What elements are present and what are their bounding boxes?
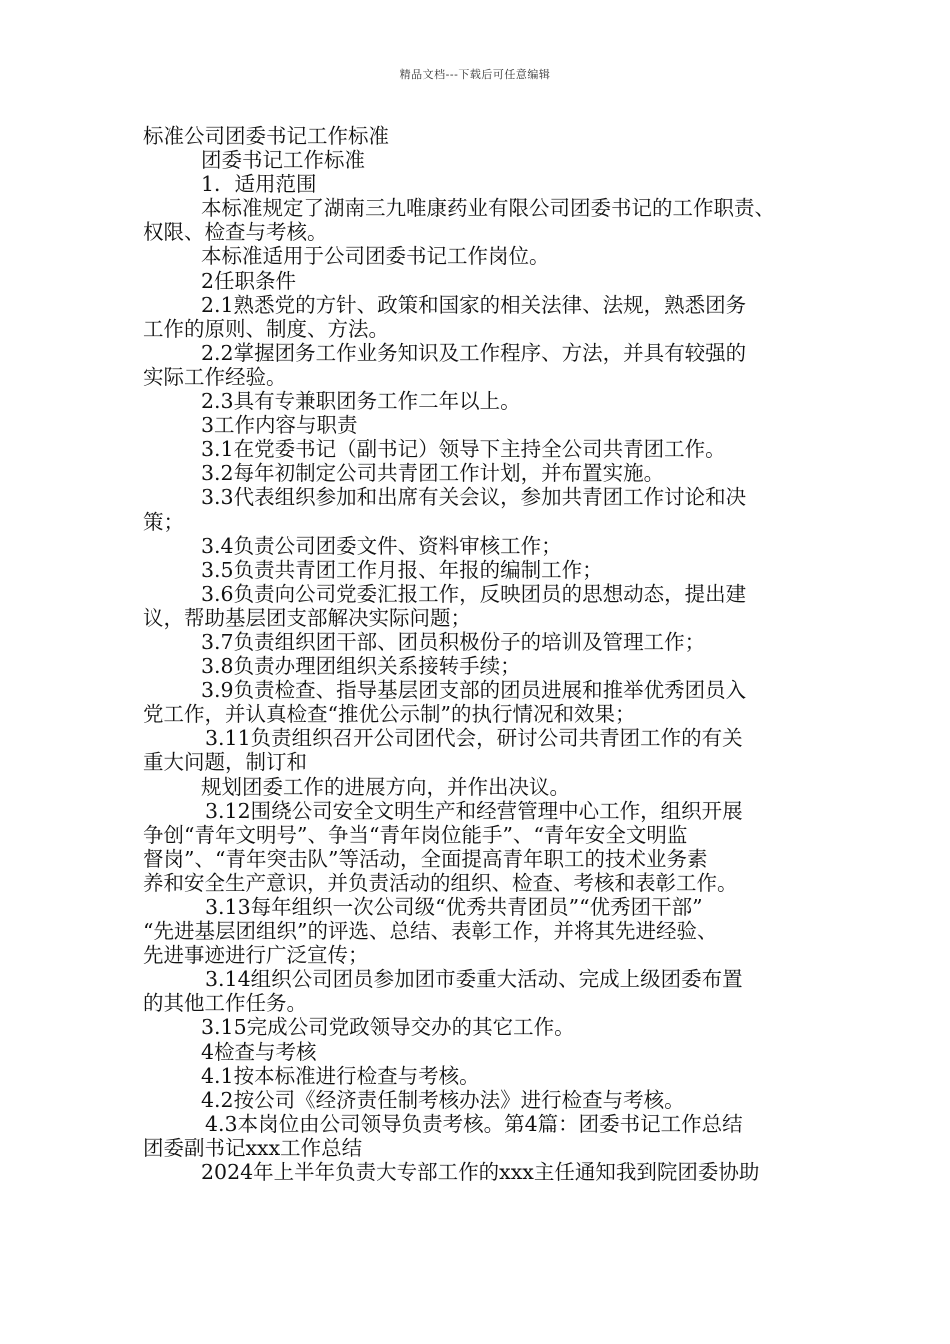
text-line: 养和安全生产意识，并负责活动的组织、检查、考核和表彰工作。 [143, 870, 738, 895]
text-line: 4检查与考核 [201, 1039, 317, 1064]
text-line: 的其他工作任务。 [143, 991, 307, 1016]
text-line: “先进基层团组织”的评选、总结、表彰工作，并将其先进经验、 [143, 919, 718, 944]
text-line: 议，帮助基层团支部解决实际问题； [143, 605, 471, 630]
text-line: 3.4负责公司团委文件、资料审核工作； [201, 533, 562, 558]
text-line: 2.1熟悉党的方针、政策和国家的相关法律、法规，熟悉团务 [201, 292, 747, 317]
text-line: 3工作内容与职责 [201, 413, 358, 438]
text-line: 重大问题，制订和 [143, 750, 307, 775]
text-line: 3.2每年初制定公司共青团工作计划，并布置实施。 [201, 461, 665, 486]
text-line: 3.9负责检查、指导基层团支部的团员进展和推举优秀团员入 [201, 678, 747, 703]
text-line: 3.11负责组织召开公司团代会，研讨公司共青团工作的有关 [205, 726, 743, 751]
text-line: 党工作，并认真检查“推优公示制”的执行情况和效果； [143, 702, 636, 727]
text-line: 实际工作经验。 [143, 364, 287, 389]
text-line: 权限、检查与考核。 [143, 220, 328, 245]
text-line: 4.2按公司《经济责任制考核办法》进行检查与考核。 [201, 1087, 685, 1112]
text-line: 3.14组织公司团员参加团市委重大活动、完成上级团委布置 [205, 967, 743, 992]
text-line: 先进事迹进行广泛宣传； [143, 943, 369, 968]
text-line: 3.15完成公司党政领导交办的其它工作。 [201, 1015, 575, 1040]
text-line: 3.6负责向公司党委汇报工作，反映团员的思想动态，提出建 [201, 581, 747, 606]
text-line: 标准公司团委书记工作标准 [143, 124, 389, 148]
text-line: 3.7负责组织团干部、团员积极份子的培训及管理工作； [201, 629, 706, 654]
text-line: 3.8负责办理团组织关系接转手续； [201, 654, 521, 679]
text-line: 2024年上半年负责大专部工作的xxx主任通知我到院团委协助 [201, 1160, 760, 1185]
text-line: 团委副书记xxx工作总结 [143, 1135, 363, 1160]
text-line: 争创“青年文明号”、争当“青年岗位能手”、“青年安全文明监 [143, 822, 688, 847]
text-line: 2.2掌握团务工作业务知识及工作程序、方法，并具有较强的 [201, 340, 747, 365]
text-line: 2.3具有专兼职团务工作二年以上。 [201, 389, 521, 414]
text-line: 规划团委工作的进展方向，并作出决议。 [201, 774, 570, 799]
document-body [143, 124, 809, 1184]
text-line: 1．适用范围 [201, 172, 317, 197]
text-line: 3.12围绕公司安全文明生产和经营管理中心工作，组织开展 [205, 798, 743, 823]
text-line: 本标准适用于公司团委书记工作岗位。 [201, 244, 550, 269]
text-line: 工作的原则、制度、方法。 [143, 316, 389, 341]
text-line: 督岗”、“青年突击队”等活动，全面提高青年职工的技术业务素 [143, 846, 708, 871]
text-line: 4.3本岗位由公司领导负责考核。第4篇：团委书记工作总结 [205, 1111, 743, 1136]
text-line: 3.13每年组织一次公司级“优秀共青团员”“优秀团干部” [205, 895, 703, 919]
page-header: 精品文档---下载后可任意编辑 [399, 68, 551, 81]
text-line: 团委书记工作标准 [201, 148, 365, 173]
text-line: 本标准规定了湖南三九唯康药业有限公司团委书记的工作职责、 [201, 196, 775, 221]
text-line: 3.5负责共青团工作月报、年报的编制工作； [201, 557, 603, 582]
text-line: 策； [143, 509, 184, 534]
text-line: 4.1按本标准进行检查与考核。 [201, 1063, 480, 1088]
text-line: 3.1在党委书记（副书记）领导下主持全公司共青团工作。 [201, 437, 726, 462]
text-line: 2任职条件 [201, 268, 297, 293]
text-line: 3.3代表组织参加和出席有关会议，参加共青团工作讨论和决 [201, 485, 747, 510]
